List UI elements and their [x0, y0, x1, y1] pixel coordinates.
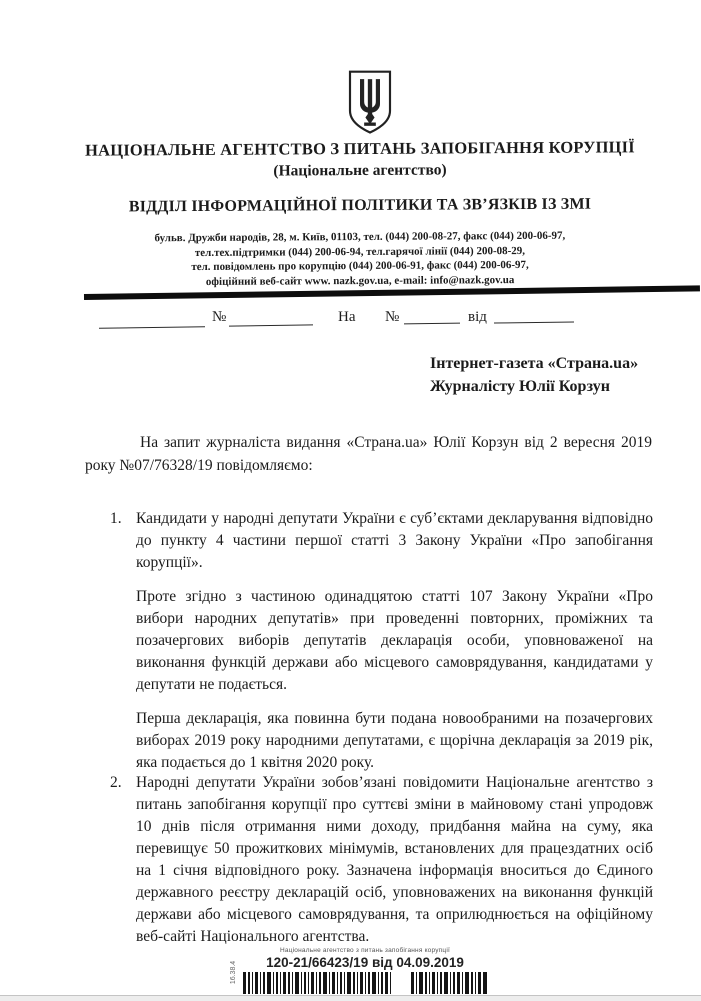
ref-blank-vid	[494, 321, 574, 323]
item-body	[136, 772, 653, 948]
paragraph: Перша декларація, яка повинна бути подана новообраними на позачергових виборах 2019 року народними депутатами, є щорічна декларація за 2019 рік, яка подається до 1 квітня 2020 року.	[136, 710, 653, 771]
letter-intro-paragraph: На запит журналіста видання «Страна.ua» Юлії Корзун від 2 вересня 2019 року №07/76328/19 повідомляємо:	[85, 434, 652, 474]
trident-emblem-icon	[345, 69, 395, 136]
contact-line: бульв. Дружби народів, 28, м. Київ, 01103, тел. (044) 200-08-27, факс (044) 200-06-97,	[154, 229, 566, 245]
ref-blank-date-out	[99, 326, 205, 328]
scan-bottom-edge	[0, 995, 701, 1001]
paragraph: Народні депутати України зобов’язані повідомити Національне агентство з питань запобігання корупції про суттєві зміни в майновому стані упродовж 10 днів після отримання ними доходу, придбання майна на суму, яка перевищує 50 прожиткових мінімумів, встановлених для працездатних осіб на 1 січня відповідного року. Зазначена інформація вноситься до Єдиного державного реєстру декларацій осіб, уповноважених на виконання функцій держави або місцевого самоврядування, та оприлюднюється на офіційному веб-сайті Національного агентства.	[136, 774, 653, 945]
list-item-1	[110, 508, 653, 774]
contact-line: офіційний веб-сайт www. nazk.gov.ua, e-mail: info@nazk.gov.ua	[205, 273, 515, 288]
recipient-block	[430, 352, 638, 398]
item-number: 1.	[110, 510, 122, 527]
ref-no-label-out: №	[212, 309, 227, 325]
ref-na-label: На	[338, 309, 356, 325]
paragraph: Кандидати у народні депутати України є суб’єктами декларування відповідно до пункту 4 частини першої статті 3 Закону України «Про запобігання корупції».	[136, 510, 653, 571]
stamp-time-mark: 16.38.4	[230, 960, 238, 985]
ref-no-label-in: №	[385, 309, 400, 325]
registration-stamp	[225, 947, 505, 999]
contact-line: тел.тех.підтримки (044) 200-06-94, тел.гарячої лінії (044) 200-08-29,	[194, 244, 526, 259]
paragraph: Проте згідно з частиною одинадцятою статті 107 Закону України «Про вибори народних депутатів» при проведенні повторних, проміжних та позачергових виборів депутатів декларація особи, уповноваженої на виконання функцій держави або місцевого самоврядування, кандидатами у депутати не подається.	[136, 588, 653, 693]
contact-block	[45, 228, 675, 290]
agency-subtitle: (Національне агентство)	[273, 161, 447, 180]
stamp-organization-line: Національне агентство з питань запобігання корупції	[280, 947, 450, 954]
item-number: 2.	[110, 774, 122, 791]
recipient-person: Журналісту Юлії Корзун	[430, 378, 610, 395]
agency-title: НАЦІОНАЛЬНЕ АГЕНТСТВО З ПИТАНЬ ЗАПОБІГАННЯ КОРУПЦІЇ	[85, 137, 635, 160]
department-title: ВІДДІЛ ІНФОРМАЦІЙНОЇ ПОЛІТИКИ ТА ЗВ’ЯЗКІВ ІЗ ЗМІ	[128, 195, 592, 216]
contact-line: тел. повідомлень про корупцію (044) 200-06-91, факс (044) 200-06-97,	[191, 258, 529, 274]
ref-blank-no-out	[229, 324, 313, 326]
recipient-organization: Інтернет-газета «Страна.ua»	[430, 355, 639, 372]
item-body	[136, 508, 653, 774]
ref-blank-no-in	[404, 323, 460, 325]
ref-vid-label: від	[468, 309, 487, 325]
stamp-number-line: 120-21/66423/19 від 04.09.2019	[266, 955, 464, 970]
list-item-2	[110, 772, 653, 948]
